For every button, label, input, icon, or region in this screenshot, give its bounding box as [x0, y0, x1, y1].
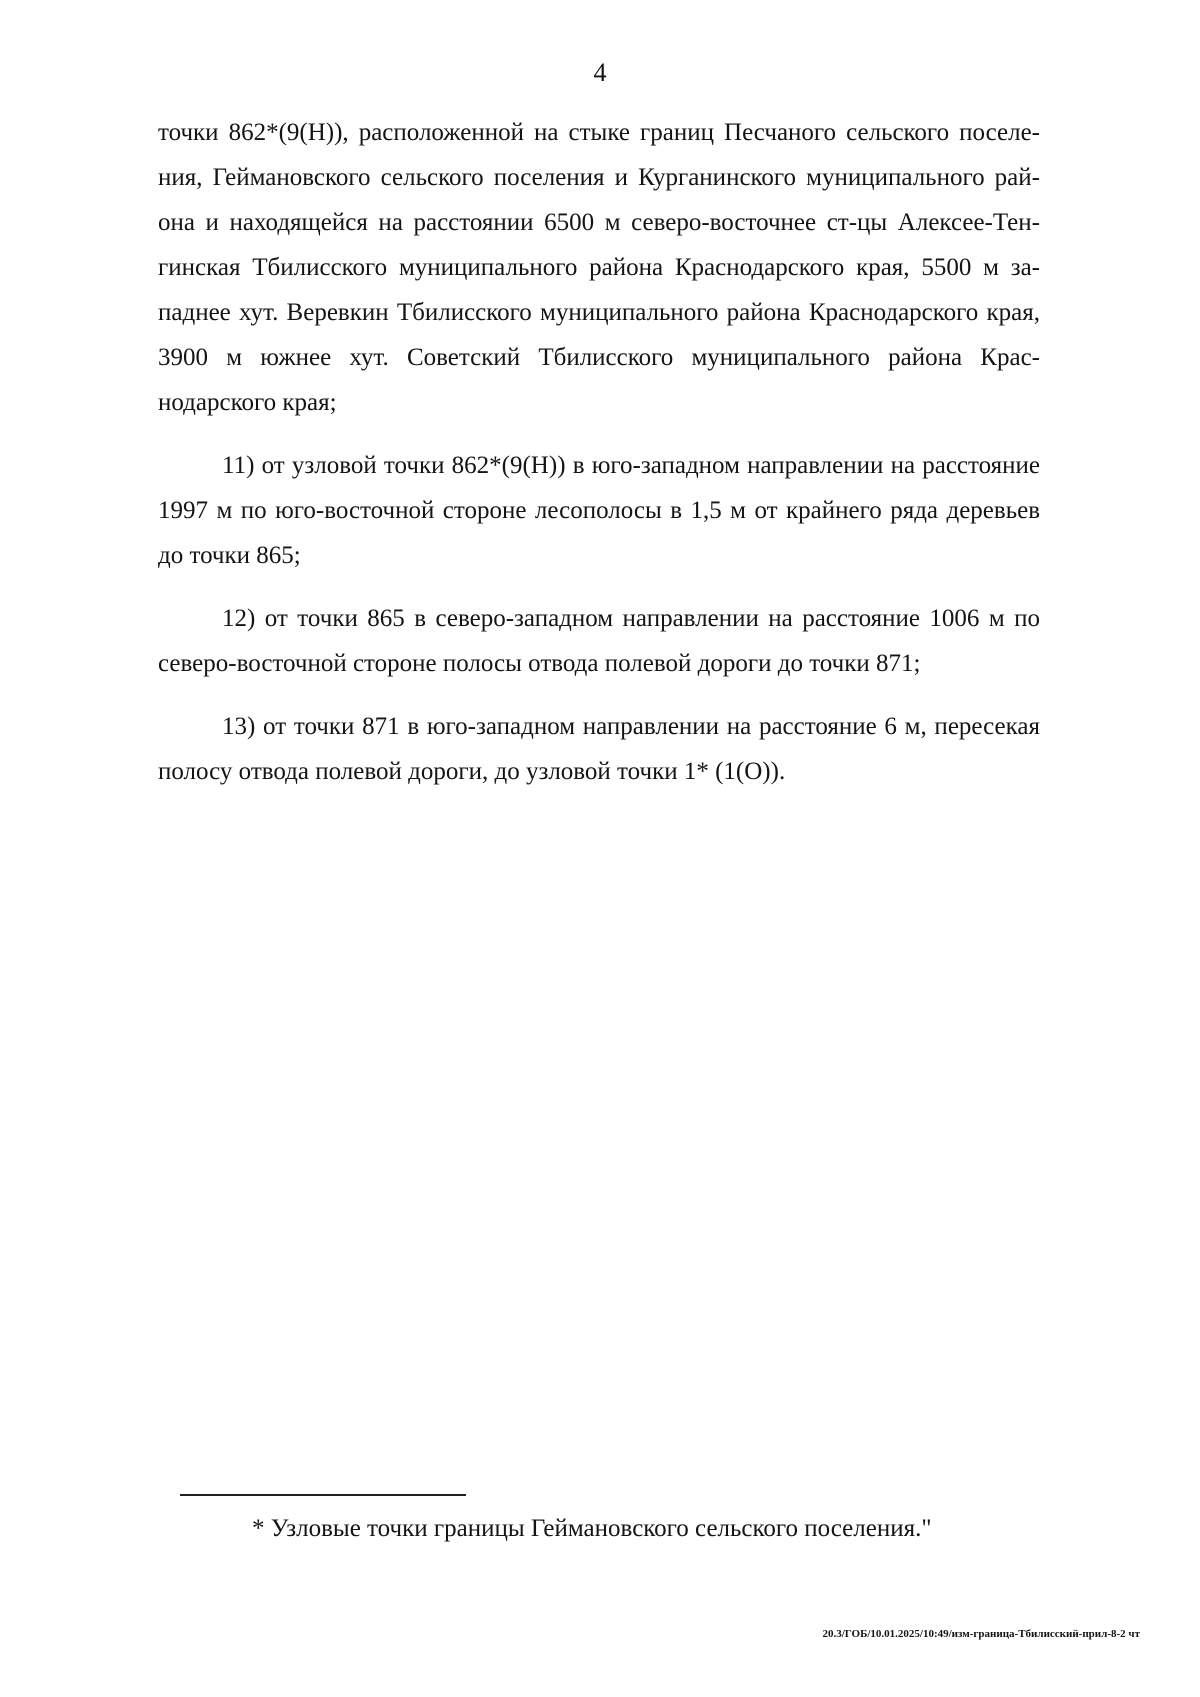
paragraph-item-13: 13) от точки 871 в юго-западном направлении на расстояние 6 м, пересекая полосу отвода полевой дороги, до узловой точки 1* (1(О)).	[158, 713, 1040, 785]
page-number: 4	[593, 58, 607, 87]
body-text	[158, 110, 1040, 794]
paragraph-continuation: точки 862*(9(Н)), расположенной на стыке границ Песчаного сельского поселения, Геймановского сельского поселения и Курганинского муниципального района и находящейся на расстоянии 6500 м северо-восточнее ст-цы Алексее-Тенгинская Тбилисского муниципального района Краснодарского края, 5500 м западнее хут. Веревкин Тбилисского муниципального района Краснодарского края, 3900 м южнее хут. Советский Тбилисского муниципального района Краснодарского края;	[158, 119, 1040, 416]
document-stamp: 20.3/ГОБ/10.01.2025/10:49/изм-граница-Тбилисский-прил-8-2 чт	[822, 1628, 1140, 1640]
footnote-divider	[180, 1494, 466, 1496]
paragraph-item-12: 12) от точки 865 в северо-западном направлении на расстояние 1006 м по северо-восточной стороне полосы отвода полевой дороги до точки 871;	[158, 605, 1040, 677]
paragraph-item-11: 11) от узловой точки 862*(9(Н)) в юго-западном направлении на расстояние 1997 м по юго-восточной стороне лесополосы в 1,5 м от крайнего ряда деревьев до точки 865;	[158, 452, 1040, 569]
footnote: * Узловые точки границы Геймановского сельского поселения."	[252, 1515, 932, 1542]
